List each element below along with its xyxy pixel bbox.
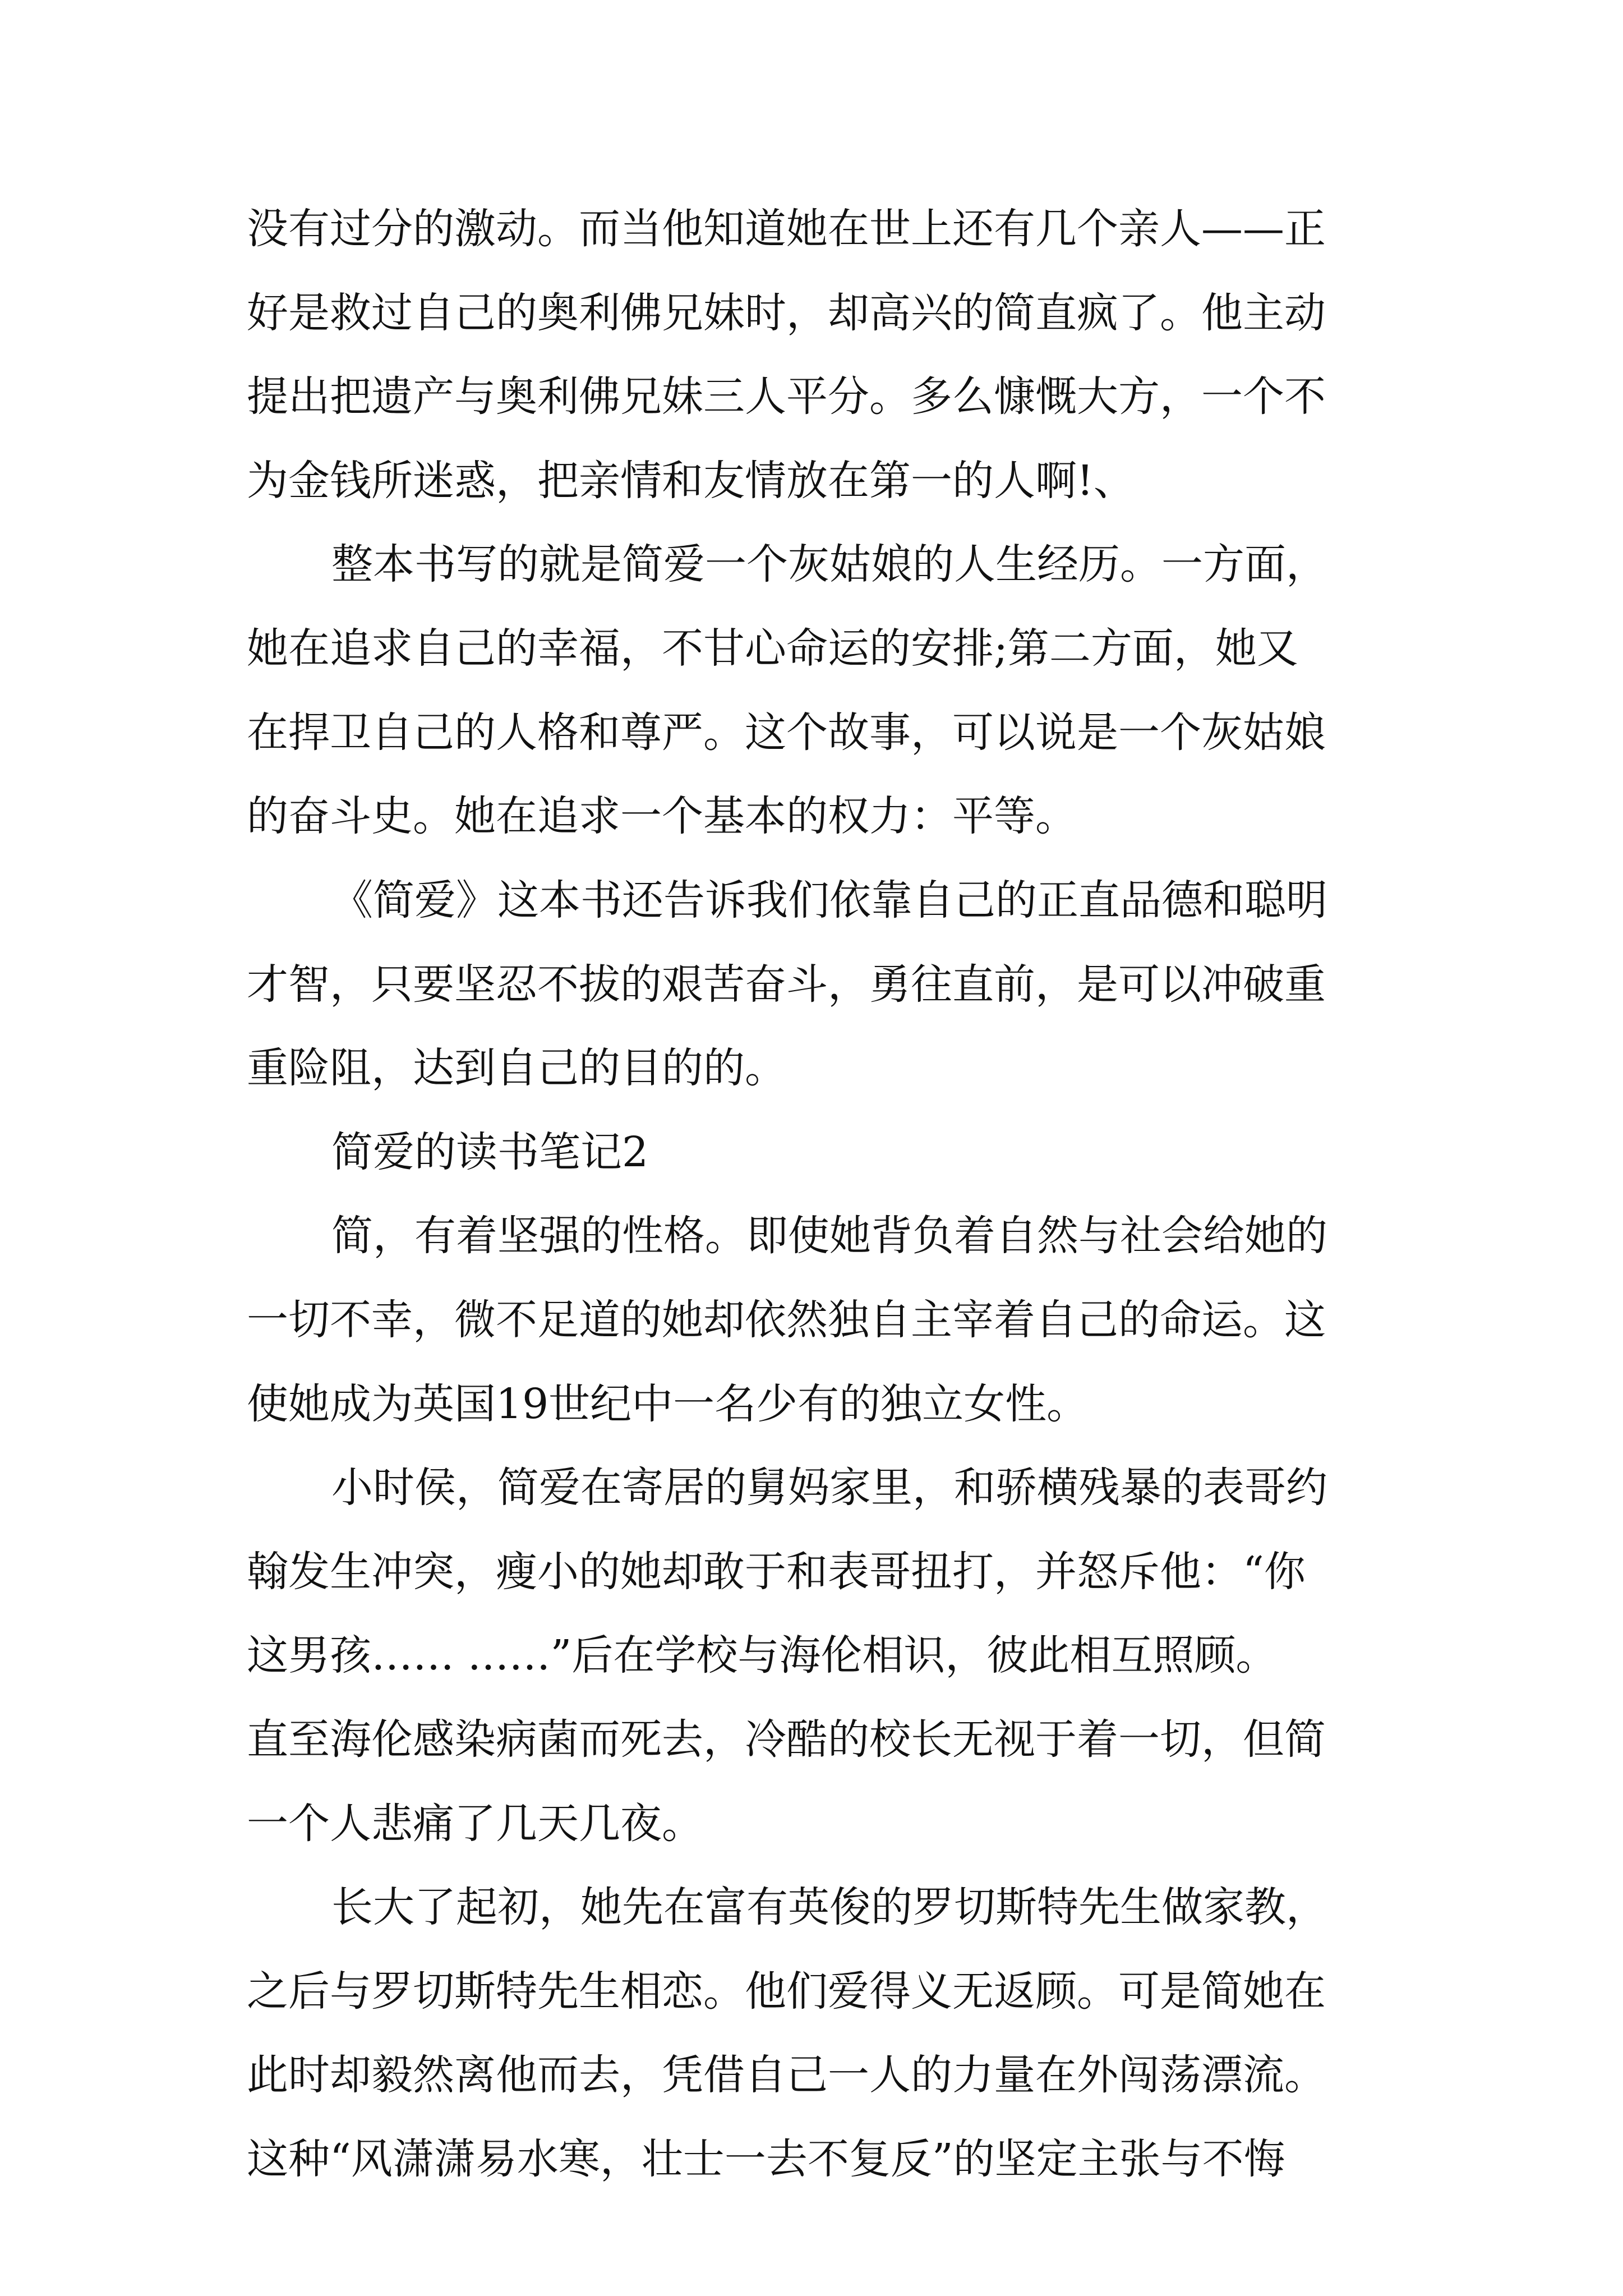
text-line: 重险阻，达到自己的目的的。 (247, 1044, 786, 1092)
text-line: 没有过分的激动。而当他知道她在世上还有几个亲人——正 (247, 205, 1326, 253)
text-line: 的奋斗史。她在追求一个基本的权力：平等。 (247, 792, 1077, 840)
section-heading: 简爱的读书笔记2 (331, 1128, 649, 1176)
text-line: 她在追求自己的幸福，不甘心命运的安排;第二方面，她又 (247, 624, 1298, 673)
text-line: 之后与罗切斯特先生相恋。他们爱得义无返顾。可是简她在 (247, 1967, 1326, 2016)
text-line: 为金钱所迷惑，把亲情和友情放在第一的人啊!、 (247, 457, 1135, 505)
text-line: 好是救过自己的奥利佛兄妹时，却高兴的简直疯了。他主动 (247, 289, 1326, 337)
paragraph-start: 《简爱》这本书还告诉我们依靠自己的正直品德和聪明 (331, 876, 1327, 924)
text-line: 这种“风潇潇易水寒，壮士一去不复反”的坚定主张与不悔 (247, 2135, 1285, 2183)
text-line: 这男孩…… ……”后在学校与海伦相识，彼此相互照顾。 (247, 1631, 1278, 1680)
paragraph-start: 整本书写的就是简爱一个灰姑娘的人生经历。一方面， (331, 540, 1327, 588)
paragraph-start: 长大了起初，她先在富有英俊的罗切斯特先生做家教， (331, 1883, 1327, 1931)
text-line: 使她成为英国19世纪中一名少有的独立女性。 (247, 1380, 1089, 1428)
text-line: 一个人悲痛了几天几夜。 (247, 1800, 703, 1848)
text-line: 翰发生冲突，瘦小的她却敢于和表哥扭打，并怒斥他：“你 (247, 1548, 1306, 1596)
text-line: 此时却毅然离他而去，凭借自己一人的力量在外闯荡漂流。 (247, 2051, 1326, 2099)
text-line: 才智，只要坚忍不拔的艰苦奋斗，勇往直前，是可以冲破重 (247, 960, 1326, 1009)
text-line: 直至海伦感染病菌而死去，冷酷的校长无视于着一切，但简 (247, 1715, 1326, 1764)
paragraph-start: 简，有着坚强的性格。即使她背负着自然与社会给她的 (331, 1212, 1327, 1260)
text-line: 一切不幸，微不足道的她却依然独自主宰着自己的命运。这 (247, 1296, 1326, 1344)
text-line: 在捍卫自己的人格和尊严。这个故事，可以说是一个灰姑娘 (247, 708, 1326, 757)
paragraph-start: 小时侯，简爱在寄居的舅妈家里，和骄横残暴的表哥约 (331, 1464, 1327, 1512)
text-line: 提出把遗产与奥利佛兄妹三人平分。多么慷慨大方，一个不 (247, 372, 1326, 421)
